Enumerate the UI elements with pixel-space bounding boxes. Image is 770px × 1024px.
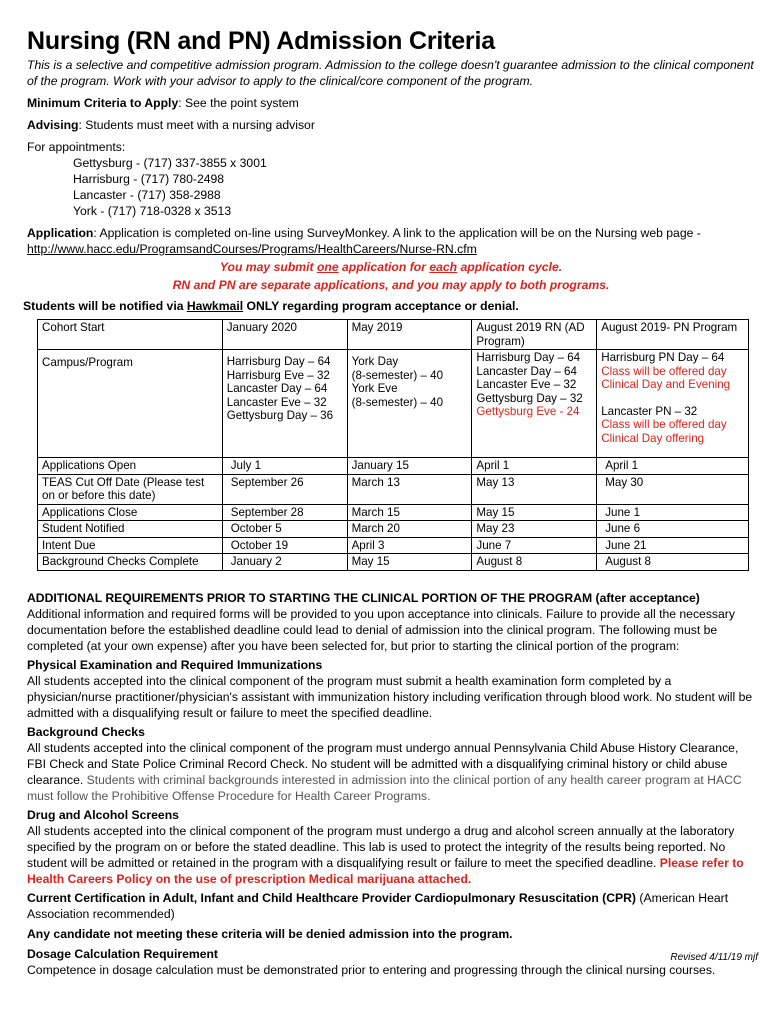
appointment-line: Lancaster - (717) 358-2988 (73, 188, 221, 202)
cohort-table (37, 319, 749, 571)
cell-line: Lancaster Eve – 32 (226, 395, 327, 409)
cell-line: Harrisburg Eve – 32 (226, 368, 330, 382)
application-text: : Application is completed on-line using SurveyMonkey. A link to the application will be on the Nursing web page - (93, 226, 701, 240)
cell-line: Lancaster Day – 64 (226, 382, 328, 395)
table-header: August 2019 RN (AD Program) (472, 320, 597, 350)
additional-heading: ADDITIONAL REQUIREMENTS PRIOR TO STARTING THE CLINICAL PORTION OF THE PROGRAM (after acceptance) (27, 590, 700, 605)
table-cell: Applications Open (38, 458, 223, 475)
cell-line: Gettysburg Day – 36 (226, 409, 334, 422)
table-cell: Background Checks Complete (38, 554, 223, 571)
red-note-2: RN and PN are separate applications, and you may apply to both programs. (172, 278, 610, 292)
table-cell: January 2 (222, 554, 347, 571)
table-cell: May 23 (472, 521, 597, 538)
min-criteria-label: Minimum Criteria to Apply (27, 96, 179, 110)
red-note-text: application for (338, 260, 430, 274)
cpr-heading: Current Certification in Adult, Infant and Child Healthcare Provider Cardiopulmonary Resuscitation (CPR) (27, 890, 636, 905)
background-note: Students with criminal backgrounds interested in admission into the clinical portion of any health career program at HACC must follow the Prohibitive Offense Procedure for Health Career Programs. (27, 772, 742, 803)
red-note-text: application cycle. (457, 260, 563, 274)
cell-line-red: Clinical Day and Evening (601, 378, 731, 391)
table-cell: June 1 (597, 504, 749, 521)
additional-text: Additional information and required forms will be provided to you upon acceptance into clinicals. Failure to provide all the necessary documentation before the established deadline could lead to denial of admission into the clinical program. The following must be completed (at your own expense) after you have been selected for, but prior to starting the clinical portion of the program: (27, 606, 735, 653)
cell-line: Lancaster Day – 64 (476, 364, 577, 378)
table-cell: June 6 (597, 521, 749, 538)
cell-line: (8-semester) – 40 (351, 395, 444, 409)
cell-line: (8-semester) – 40 (351, 368, 444, 382)
table-header: January 2020 (222, 320, 347, 350)
table-cell: May 15 (347, 554, 472, 571)
background-heading: Background Checks (27, 724, 145, 739)
drug-body: All students accepted into the clinical component of the program must undergo a drug and alcohol screen annually at the laboratory specified by the program on or before the stated deadline. This lab is used to protect the integrity of the results being reported. No student will be admitted or retained in the program with a disqualifying result or failure to meet the specified deadline. (27, 823, 735, 870)
red-note-1 (27, 258, 755, 276)
table-cell-may (347, 350, 472, 458)
page-title: Nursing (RN and PN) Admission Criteria (27, 27, 495, 55)
cpr-requirement (27, 890, 755, 922)
application (27, 225, 755, 257)
red-note-emph: each (429, 260, 458, 274)
table-cell-jan (222, 350, 347, 458)
document-page (23, 26, 755, 978)
cell-line: Lancaster Eve – 32 (476, 378, 577, 391)
table-row (38, 521, 749, 538)
cell-line-red: Class will be offered day (601, 418, 727, 431)
denied-statement: Any candidate not meeting these criteria will be denied admission into the program. (27, 926, 513, 941)
table-cell: January 15 (347, 458, 472, 475)
table-cell: June 21 (597, 537, 749, 554)
table-cell: March 20 (347, 521, 472, 538)
revision-note: Revised 4/11/19 mjf (670, 952, 758, 963)
marijuana-policy-note: Please refer to Health Careers Policy on the use of prescription Medical marijuana attached. (27, 855, 744, 886)
table-header: August 2019- PN Program (597, 320, 749, 350)
cell-line: York Eve (351, 382, 398, 395)
table-cell: July 1 (222, 458, 347, 475)
advising-text: : Students must meet with a nursing advisor (78, 118, 315, 132)
notification-text: Students will be notified via (23, 299, 187, 313)
advising-label: Advising (27, 118, 79, 132)
application-label: Application (27, 226, 94, 240)
notification-note (23, 298, 755, 314)
hawkmail-label: Hawkmail (186, 299, 244, 313)
table-cell: October 19 (222, 537, 347, 554)
table-cell: September 26 (222, 474, 347, 504)
min-criteria (27, 95, 755, 111)
cell-line-red: Class will be offered day (601, 364, 727, 378)
table-row (38, 458, 749, 475)
background-body: All students accepted into the clinical component of the program must undergo annual Pennsylvania Child Abuse History Clearance, FBI Check and State Police Criminal Record Check. No student will be admitted with a disqualifying criminal history or child abuse clearance. (27, 740, 739, 787)
table-cell: TEAS Cut Off Date (Please test on or before this date) (38, 474, 223, 504)
red-note-text: You may submit (219, 260, 317, 274)
table-cell: May 15 (472, 504, 597, 521)
table-cell: April 1 (597, 458, 749, 475)
table-cell: March 15 (347, 504, 472, 521)
table-cell: March 13 (347, 474, 472, 504)
table-cell-aug-pn (597, 350, 749, 458)
table-cell: August 8 (597, 554, 749, 571)
physical-text: All students accepted into the clinical component of the program must submit a health examination form completed by a physician/nurse practitioner/physician's assistant with immunization history including verification through blood work. No student will be admitted with a disqualifying result or failure to meet the specified deadline. (27, 673, 753, 720)
table-row (38, 554, 749, 571)
cell-line-red: Gettysburg Eve - 24 (476, 405, 580, 418)
table-row (38, 537, 749, 554)
table-row (38, 504, 749, 521)
appointments-heading: For appointments: (27, 140, 126, 154)
table-header: May 2019 (347, 320, 472, 350)
application-link[interactable]: http://www.hacc.edu/ProgramsandCourses/Programs/HealthCareers/Nurse-RN.cfm (27, 242, 477, 256)
appointment-line: York - (717) 718-0328 x 3513 (73, 204, 232, 218)
table-row (38, 474, 749, 504)
cell-line: Gettysburg Day – 32 (476, 391, 583, 405)
cell-line: Harrisburg PN Day – 64 (601, 351, 725, 364)
background-text (27, 740, 755, 804)
table-cell: Campus/Program (38, 350, 223, 458)
table-header: Cohort Start (38, 320, 223, 350)
cell-line: York Day (351, 355, 399, 368)
table-cell: April 3 (347, 537, 472, 554)
table-cell: October 5 (222, 521, 347, 538)
cell-line: Harrisburg Day – 64 (226, 355, 331, 368)
dosage-heading: Dosage Calculation Requirement (27, 946, 218, 961)
cell-line: Harrisburg Day – 64 (476, 351, 581, 364)
table-cell: May 13 (472, 474, 597, 504)
table-cell: September 28 (222, 504, 347, 521)
appointment-line: Harrisburg - (717) 780-2498 (73, 172, 225, 186)
red-note-emph: one (316, 260, 339, 274)
physical-heading: Physical Examination and Required Immunizations (27, 657, 323, 672)
dosage-text: Competence in dosage calculation must be demonstrated prior to entering and progressing through the clinical nursing courses. (27, 962, 716, 977)
table-cell: Intent Due (38, 537, 223, 554)
drug-text (27, 823, 755, 887)
cell-line-red: Clinical Day offering (601, 431, 705, 445)
drug-heading: Drug and Alcohol Screens (27, 807, 179, 822)
advising (27, 117, 755, 133)
table-cell-aug-rn (472, 350, 597, 458)
table-cell: June 7 (472, 537, 597, 554)
table-cell: Student Notified (38, 521, 223, 538)
table-cell: August 8 (472, 554, 597, 571)
table-cell: Applications Close (38, 504, 223, 521)
table-header-row (38, 320, 749, 350)
cpr-text: (American Heart Association recommended) (27, 890, 729, 921)
table-cell: April 1 (472, 458, 597, 475)
min-criteria-text: : See the point system (178, 96, 299, 110)
intro-text: This is a selective and competitive admission program. Admission to the college doesn't guarantee admission to the clinical component of the program. Work with your advisor to apply to the clinical/core component of the program. (27, 58, 754, 88)
appointment-line: Gettysburg - (717) 337-3855 x 3001 (73, 156, 267, 170)
table-cell: May 30 (597, 474, 749, 504)
table-row-campus (38, 350, 749, 458)
notification-text: ONLY regarding program acceptance or denial. (243, 299, 519, 313)
cell-line: Lancaster PN – 32 (601, 404, 698, 418)
appointments (27, 139, 755, 219)
